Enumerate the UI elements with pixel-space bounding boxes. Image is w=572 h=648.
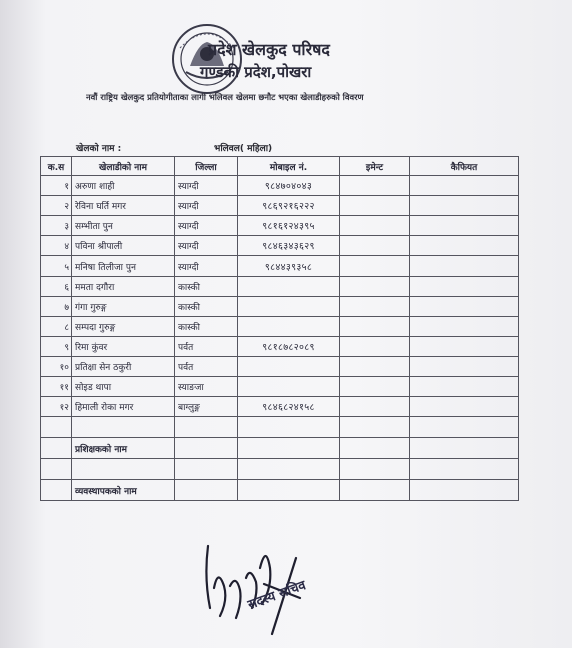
serial-cell: २	[41, 196, 72, 216]
remarks-cell	[410, 256, 519, 277]
mobile-cell	[238, 317, 340, 337]
mobile-cell: ९८१६१२४३९५	[238, 216, 340, 236]
table-row	[41, 297, 519, 317]
player-name-cell: सम्पदा गुरुङ्ग	[72, 317, 175, 337]
footer-empty-cell	[410, 438, 519, 459]
remarks-cell	[410, 397, 519, 417]
email-cell	[340, 377, 410, 397]
player-roster-table	[40, 156, 519, 501]
email-cell	[340, 216, 410, 236]
serial-cell: १	[41, 176, 72, 196]
email-cell	[340, 357, 410, 377]
footer-empty-cell	[238, 459, 340, 480]
serial-cell: ६	[41, 277, 72, 297]
mobile-cell	[238, 277, 340, 297]
game-name-label: खेलको नाम :	[76, 144, 122, 154]
footer-empty-cell	[340, 459, 410, 480]
email-cell	[340, 176, 410, 196]
player-name-cell: गंगा गुरुङ्ग	[72, 297, 175, 317]
footer-empty-cell	[175, 438, 238, 459]
header-remarks: कैफियत	[410, 157, 519, 176]
district-cell: कास्की	[175, 297, 238, 317]
district-cell: स्याग्दी	[175, 176, 238, 196]
footer-empty-cell	[41, 480, 72, 501]
table-row	[41, 196, 519, 216]
remarks-cell	[410, 277, 519, 297]
player-name-cell: ममता दगौरा	[72, 277, 175, 297]
footer-empty-cell	[41, 438, 72, 459]
remarks-cell	[410, 317, 519, 337]
table-row	[41, 216, 519, 236]
serial-cell: ७	[41, 297, 72, 317]
remarks-cell	[410, 337, 519, 357]
footer-row	[41, 480, 519, 501]
game-name-value: भलिवल( महिला)	[214, 144, 273, 154]
mobile-cell: ९८४४३९३५८	[238, 256, 340, 277]
email-cell	[340, 337, 410, 357]
serial-cell: ५	[41, 256, 72, 277]
table-row	[41, 256, 519, 277]
player-name-cell: पविना श्रीपाली	[72, 236, 175, 256]
player-name-cell: हिमाली रोका मगर	[72, 397, 175, 417]
table-row	[41, 337, 519, 357]
mobile-cell: ९८१८७८२०८९	[238, 337, 340, 357]
serial-cell: १२	[41, 397, 72, 417]
district-cell: स्याङजा	[175, 377, 238, 397]
province-title: गण्डकी प्रदेश,पोखरा	[200, 63, 312, 81]
footer-empty-cell	[238, 417, 340, 438]
footer-empty-cell	[238, 438, 340, 459]
district-cell: पर्वत	[175, 357, 238, 377]
district-cell: कास्की	[175, 277, 238, 297]
email-cell	[340, 196, 410, 216]
header-player-name: खेलाडीको नाम	[72, 157, 175, 176]
district-cell: कास्की	[175, 317, 238, 337]
player-name-cell: सोइड थापा	[72, 377, 175, 397]
email-cell	[340, 256, 410, 277]
remarks-cell	[410, 377, 519, 397]
header-mobile: मोबाइल नं.	[238, 157, 340, 176]
serial-cell: ८	[41, 317, 72, 337]
table-row	[41, 377, 519, 397]
mobile-cell	[238, 377, 340, 397]
serial-cell: ३	[41, 216, 72, 236]
remarks-cell	[410, 357, 519, 377]
remarks-cell	[410, 176, 519, 196]
player-name-cell: रिमा कुंवर	[72, 337, 175, 357]
email-cell	[340, 397, 410, 417]
footer-empty-cell	[410, 417, 519, 438]
footer-row	[41, 417, 519, 438]
table-row	[41, 397, 519, 417]
mobile-cell: ९८४६८२४१५८	[238, 397, 340, 417]
player-name-cell: सम्भीता पुन	[72, 216, 175, 236]
email-cell	[340, 317, 410, 337]
serial-cell: ११	[41, 377, 72, 397]
player-name-cell: रेविना घर्ति मगर	[72, 196, 175, 216]
district-cell: बाग्लुङ्ग	[175, 397, 238, 417]
remarks-cell	[410, 236, 519, 256]
table-row	[41, 236, 519, 256]
serial-cell: ९	[41, 337, 72, 357]
footer-empty-cell	[175, 480, 238, 501]
header-email: इमेन्ट	[340, 157, 410, 176]
footer-label-cell	[72, 459, 175, 480]
player-name-cell: अरुणा शाही	[72, 176, 175, 196]
district-cell: स्याग्दी	[175, 216, 238, 236]
serial-cell: १०	[41, 357, 72, 377]
member-secretary-caption: सदस्य सचिव	[246, 578, 308, 613]
serial-cell: ४	[41, 236, 72, 256]
email-cell	[340, 236, 410, 256]
table-row	[41, 176, 519, 196]
footer-empty-cell	[41, 417, 72, 438]
mobile-cell: ९८४७०४०४३	[238, 176, 340, 196]
email-cell	[340, 277, 410, 297]
table-row	[41, 277, 519, 297]
mobile-cell	[238, 297, 340, 317]
footer-label-cell	[72, 417, 175, 438]
footer-empty-cell	[175, 417, 238, 438]
table-row	[41, 357, 519, 377]
player-name-cell: प्रतिक्षा सेन ठकुरी	[72, 357, 175, 377]
footer-label-cell: व्यवस्थापकको नाम	[72, 480, 175, 501]
council-title: प्रदेश खेलकुद परिषद	[208, 40, 330, 59]
footer-label-cell: प्रशिक्षकको नाम	[72, 438, 175, 459]
footer-empty-cell	[340, 480, 410, 501]
footer-empty-cell	[175, 459, 238, 480]
remarks-cell	[410, 196, 519, 216]
footer-empty-cell	[41, 459, 72, 480]
remarks-cell	[410, 297, 519, 317]
footer-empty-cell	[340, 438, 410, 459]
footer-empty-cell	[340, 417, 410, 438]
district-cell: पर्वत	[175, 337, 238, 357]
district-cell: स्याग्दी	[175, 236, 238, 256]
player-name-cell: मनिषा तिलीजा पुन	[72, 256, 175, 277]
mobile-cell: ९८६९२१६२२२	[238, 196, 340, 216]
footer-empty-cell	[410, 480, 519, 501]
footer-empty-cell	[238, 480, 340, 501]
document-subtitle: नवौं राष्ट्रिय खेलकुद प्रतियोगीताका लागी भलिवल खेलमा छनौट भएका खेलाडीहरुको विवरण	[86, 92, 364, 102]
footer-row	[41, 438, 519, 459]
email-cell	[340, 297, 410, 317]
header-serial: क.स	[41, 157, 72, 176]
footer-empty-cell	[410, 459, 519, 480]
table-header-row	[41, 157, 519, 176]
mobile-cell	[238, 357, 340, 377]
mobile-cell: ९८४६३४३६२९	[238, 236, 340, 256]
table-row	[41, 317, 519, 337]
district-cell: स्याग्दी	[175, 256, 238, 277]
footer-row	[41, 459, 519, 480]
district-cell: स्याग्दी	[175, 196, 238, 216]
header-district: जिल्ला	[175, 157, 238, 176]
remarks-cell	[410, 216, 519, 236]
